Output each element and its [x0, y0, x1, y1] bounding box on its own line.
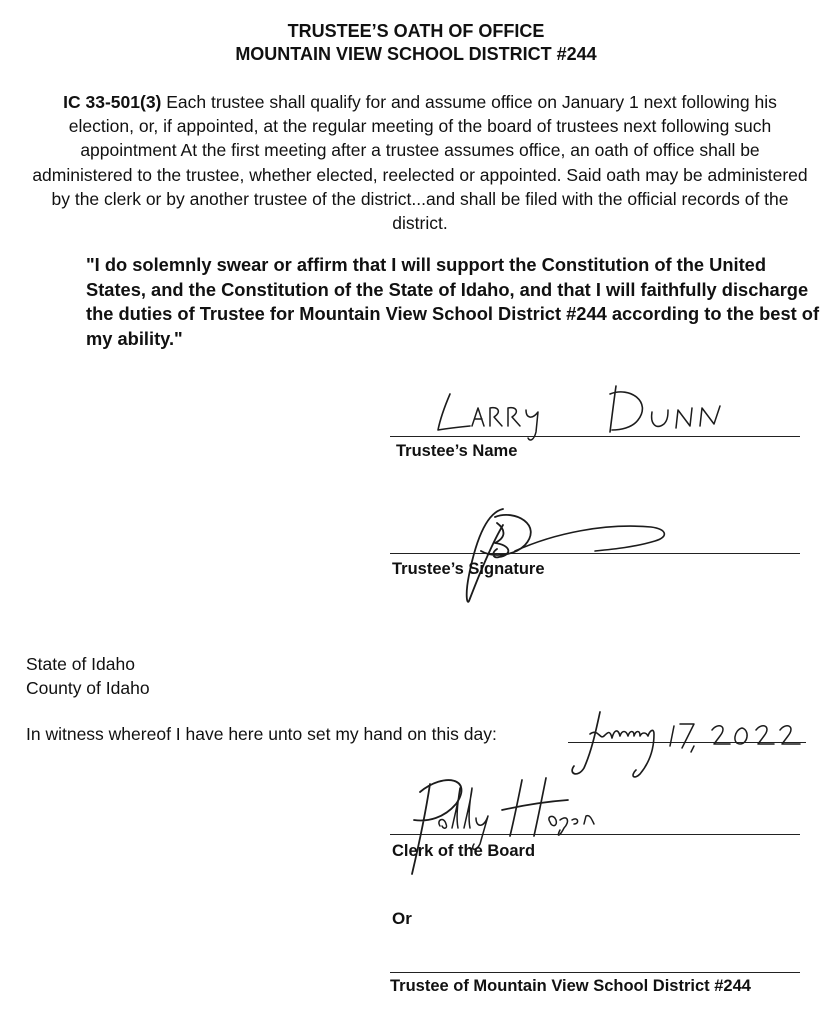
- or-label: Or: [392, 909, 412, 928]
- venue-state: State of Idaho: [26, 654, 135, 674]
- trustee-name-label: Trustee’s Name: [396, 442, 518, 460]
- alternate-trustee-line: [390, 972, 800, 973]
- clerk-signature: [400, 770, 620, 880]
- oath-text: "I do solemnly swear or affirm that I will support the Constitution of the United States, and the Constitution of the State of Idaho, and that I will faithfully discharge the duties of Trustee for Mountain View School District #244 according to the best of my ability.": [86, 254, 820, 349]
- statute-text: Each trustee shall qualify for and assume office on January 1 next following his election, or, if appointed, at the regular meeting of the board of trustees next following such appointment At the first meeting after a trustee assumes office, an oath of office shall be administered to the trustee, whether elected, reelected or appointed. Said oath may be administered by the clerk or by another trustee of the district...and shall be filed with the official records of the district.: [32, 92, 808, 234]
- alternate-trustee-label: Trustee of Mountain View School District #244: [390, 977, 751, 995]
- statute-paragraph: [30, 90, 810, 235]
- witness-statement: In witness whereof I have here unto set my hand on this day:: [26, 724, 497, 744]
- trustee-signature: [455, 505, 675, 610]
- statute-citation: IC 33-501(3): [63, 92, 162, 112]
- document-title-line-2: MOUNTAIN VIEW SCHOOL DISTRICT #244: [235, 44, 597, 64]
- clerk-label: Clerk of the Board: [392, 842, 536, 860]
- document-title-line-1: TRUSTEE’S OATH OF OFFICE: [287, 21, 545, 41]
- trustee-signature-label: Trustee’s Signature: [392, 560, 545, 578]
- venue-county: County of Idaho: [26, 678, 150, 698]
